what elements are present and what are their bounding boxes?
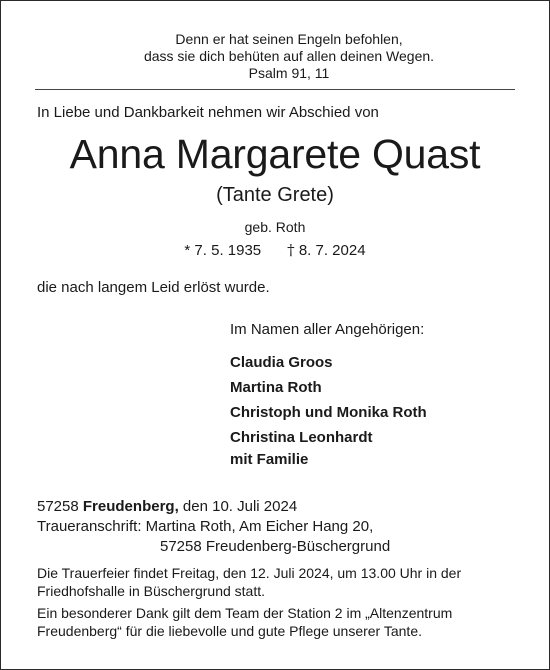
place-date-line: [37, 497, 390, 517]
mourner-suffix: mit Familie: [230, 451, 309, 468]
death-date: 8. 7. 2024: [298, 242, 366, 259]
bible-verse: [1, 31, 549, 82]
verse-reference: Psalm 91, 11: [248, 65, 330, 81]
deceased-nickname: (Tante Grete): [216, 184, 334, 206]
mourner-name: Martina Roth: [230, 379, 322, 396]
life-dates: [1, 241, 549, 259]
mourner-name: Christina Leonhardt: [230, 429, 373, 446]
birth-date: * 7. 5. 1935: [184, 242, 262, 259]
thanks-text: Ein besonderer Dank gilt dem Team der Station 2 im „Altenzentrum Freudenberg“ für die liebevolle und gute Pflege unserer Tante.: [37, 605, 453, 639]
verse-line-2: dass sie dich behüten auf allen deinen Wegen.: [143, 48, 435, 64]
address-label: Traueranschrift:: [37, 518, 142, 535]
address-line-1: Martina Roth, Am Eicher Hang 20,: [145, 518, 374, 535]
place-city: Freudenberg,: [82, 498, 179, 515]
place-zip: 57258: [37, 498, 79, 515]
address-line: [37, 517, 390, 537]
place-date: den 10. Juli 2024: [182, 498, 298, 515]
mourners-block: [230, 321, 427, 469]
mourner-name: Christoph und Monika Roth: [230, 404, 427, 421]
funeral-text: Die Trauerfeier findet Freitag, den 12. Juli 2024, um 13.00 Uhr in der Friedhofshalle in Büschergrund statt.: [37, 565, 462, 599]
place-and-address: [37, 497, 390, 557]
death-cross-icon: †: [287, 241, 295, 259]
funeral-info: [37, 565, 519, 645]
born-name: geb. Roth: [244, 219, 306, 235]
address-line-2: 57258 Freudenberg-Büschergrund: [160, 538, 391, 555]
deceased-name: Anna Margarete Quast: [69, 131, 481, 177]
mourner-name: Claudia Groos: [230, 354, 333, 371]
released-text: die nach langem Leid erlöst wurde.: [37, 279, 270, 296]
mourners-heading: Im Namen aller Angehörigen:: [230, 321, 425, 338]
divider-line: [35, 89, 515, 90]
intro-text: In Liebe und Dankbarkeit nehmen wir Abschied von: [37, 104, 379, 121]
verse-line-1: Denn er hat seinen Engeln befohlen,: [175, 31, 403, 47]
